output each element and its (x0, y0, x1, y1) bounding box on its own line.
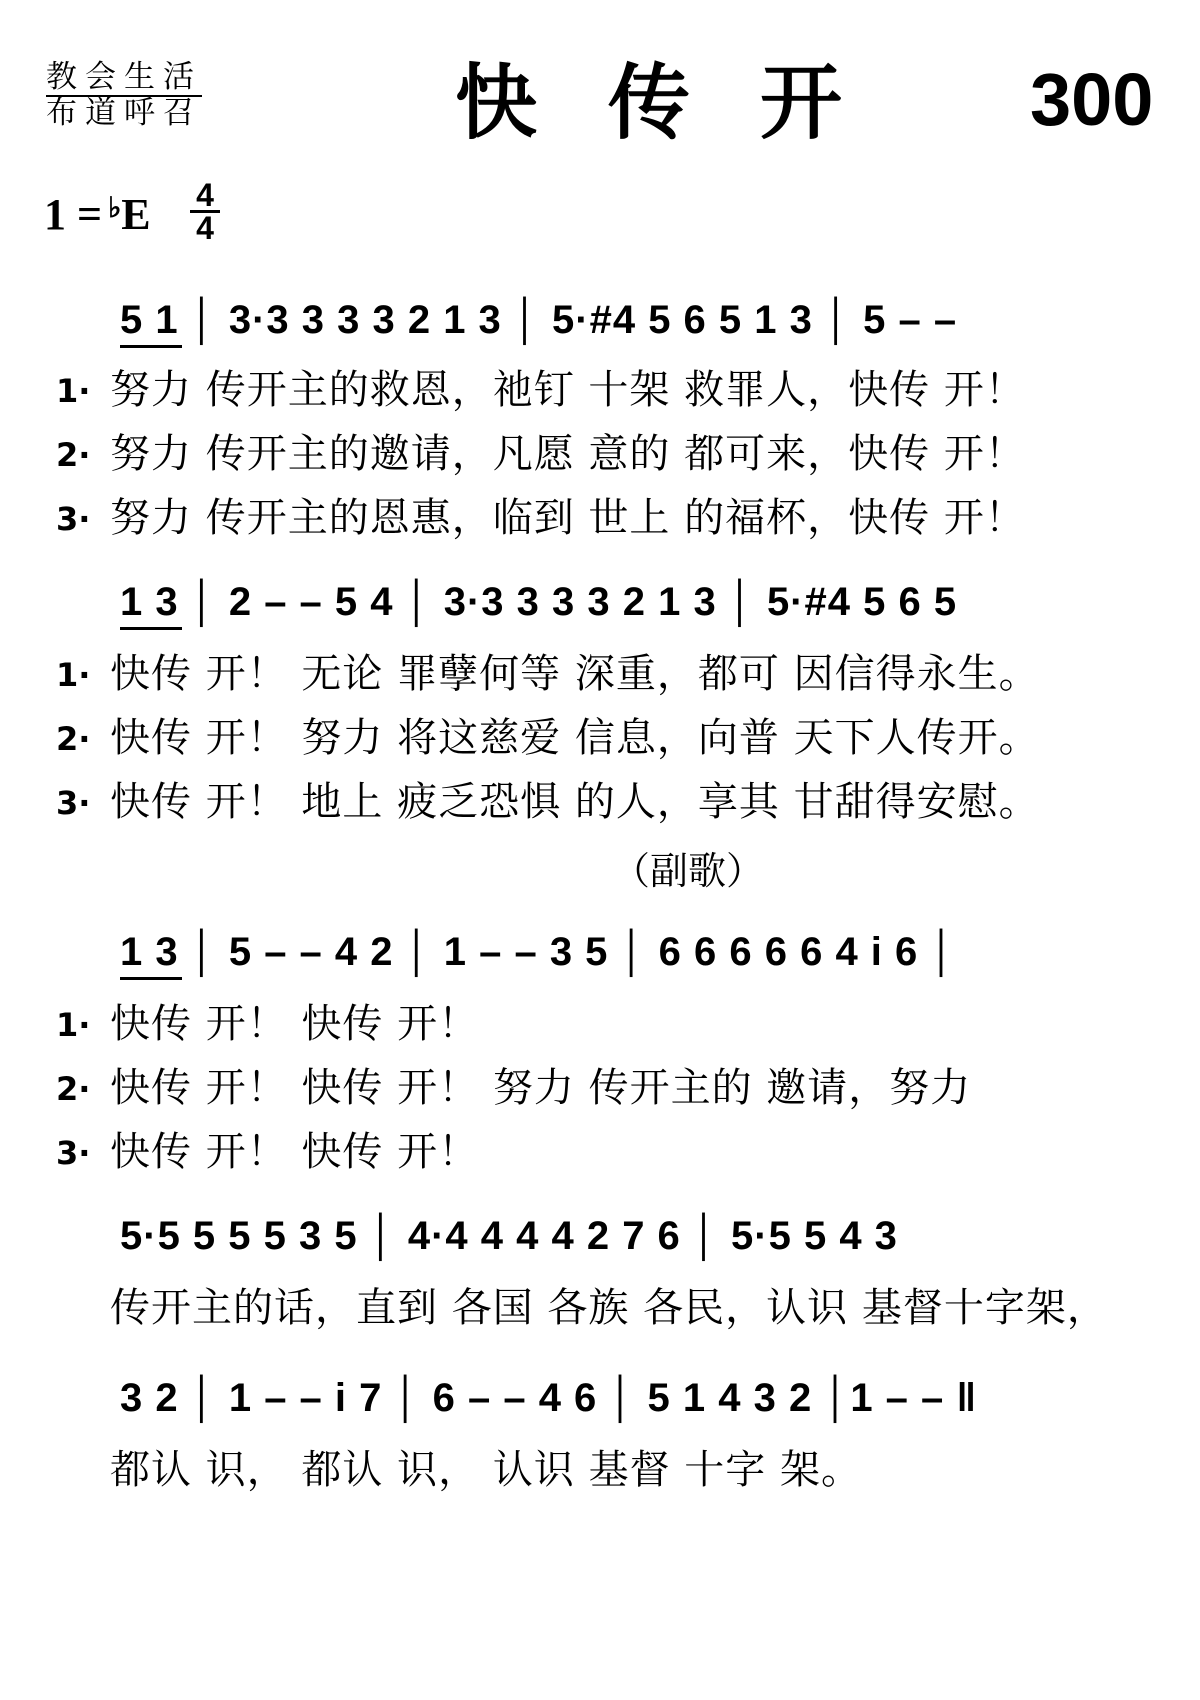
verse-number: 3· (56, 1134, 91, 1172)
time-signature-bottom: 4 (196, 210, 214, 246)
lyric-line: 快传 开！ 快传 开！ (110, 1001, 480, 1047)
underline (120, 627, 182, 630)
verse-number: 3· (56, 500, 91, 538)
notation-line-3: 1 3 │ 5 – – 4 2 │ 1 – – 3 5 │ 6 6 6 6 6 4 i 6 │ (120, 930, 957, 974)
verse-number: 1· (56, 372, 91, 410)
underline (120, 345, 182, 348)
lyric-line: 快传 开！ 无论 罪孽何等 深重，都可 因信得永生。 (110, 651, 1040, 697)
verse-number: 2· (56, 720, 91, 758)
lyric-line: 快传 开！ 努力 将这慈爱 信息，向普 天下人传开。 (110, 715, 1040, 761)
notation-line-5: 3 2 │ 1 – – i 7 │ 6 – – 4 6 │ 5 1 4 3 2 │1 – – ‖ (120, 1376, 978, 1420)
verse-number: 3· (56, 784, 91, 822)
underline (120, 977, 182, 980)
lyric-line: 努力 传开主的恩惠，临到 世上 的福杯，快传 开！ (110, 495, 1026, 541)
key-note: E (121, 190, 151, 239)
title-char-1: 快 (455, 56, 538, 151)
time-signature-top: 4 (190, 180, 220, 213)
verse-number: 1· (56, 1006, 91, 1044)
lyric-line: 努力 传开主的救恩，祂钉 十架 救罪人，快传 开！ (110, 367, 1026, 413)
lyric-line: 快传 开！ 地上 疲乏恐惧 的人，享其 甘甜得安慰。 (110, 779, 1040, 825)
title-char-3: 开 (760, 56, 843, 151)
chorus-label: （副歌） (612, 849, 765, 893)
lyric-line: 传开主的话，直到 各国 各族 各民，认识 基督十字架， (110, 1285, 1108, 1331)
flat-sign: ♭ (108, 193, 122, 224)
lyric-line: 都认 识， 都认 识， 认识 基督 十字 架。 (110, 1447, 863, 1493)
key-signature (44, 190, 151, 240)
notation-line-2: 1 3 │ 2 – – 5 4 │ 3·3 3 3 3 2 1 3 │ 5·#4 5 6 5 (120, 580, 958, 624)
notation-line-1: 5 1 │ 3·3 3 3 3 2 1 3 │ 5·#4 5 6 5 1 3 │ 5 – – (120, 298, 958, 342)
verse-number: 2· (56, 436, 91, 474)
verse-number: 1· (56, 656, 91, 694)
key-label: 1 = (44, 190, 103, 239)
notation-line-4: 5·5 5 5 5 3 5 │ 4·4 4 4 4 2 7 6 │ 5·5 5 4 3 (120, 1214, 898, 1258)
lyric-line: 努力 传开主的邀请，凡愿 意的 都可来，快传 开！ (110, 431, 1026, 477)
time-signature (190, 177, 220, 246)
lyric-line: 快传 开！ 快传 开！ 努力 传开主的 邀请，努力 (110, 1065, 972, 1111)
verse-number: 2· (56, 1070, 91, 1108)
category-label-2: 布道呼召 (46, 95, 202, 131)
hymn-number: 300 (1030, 58, 1154, 141)
lyric-line: 快传 开！ 快传 开！ (110, 1129, 480, 1175)
category-label-1: 教会生活 (46, 59, 202, 95)
title-char-2: 传 (608, 56, 691, 151)
